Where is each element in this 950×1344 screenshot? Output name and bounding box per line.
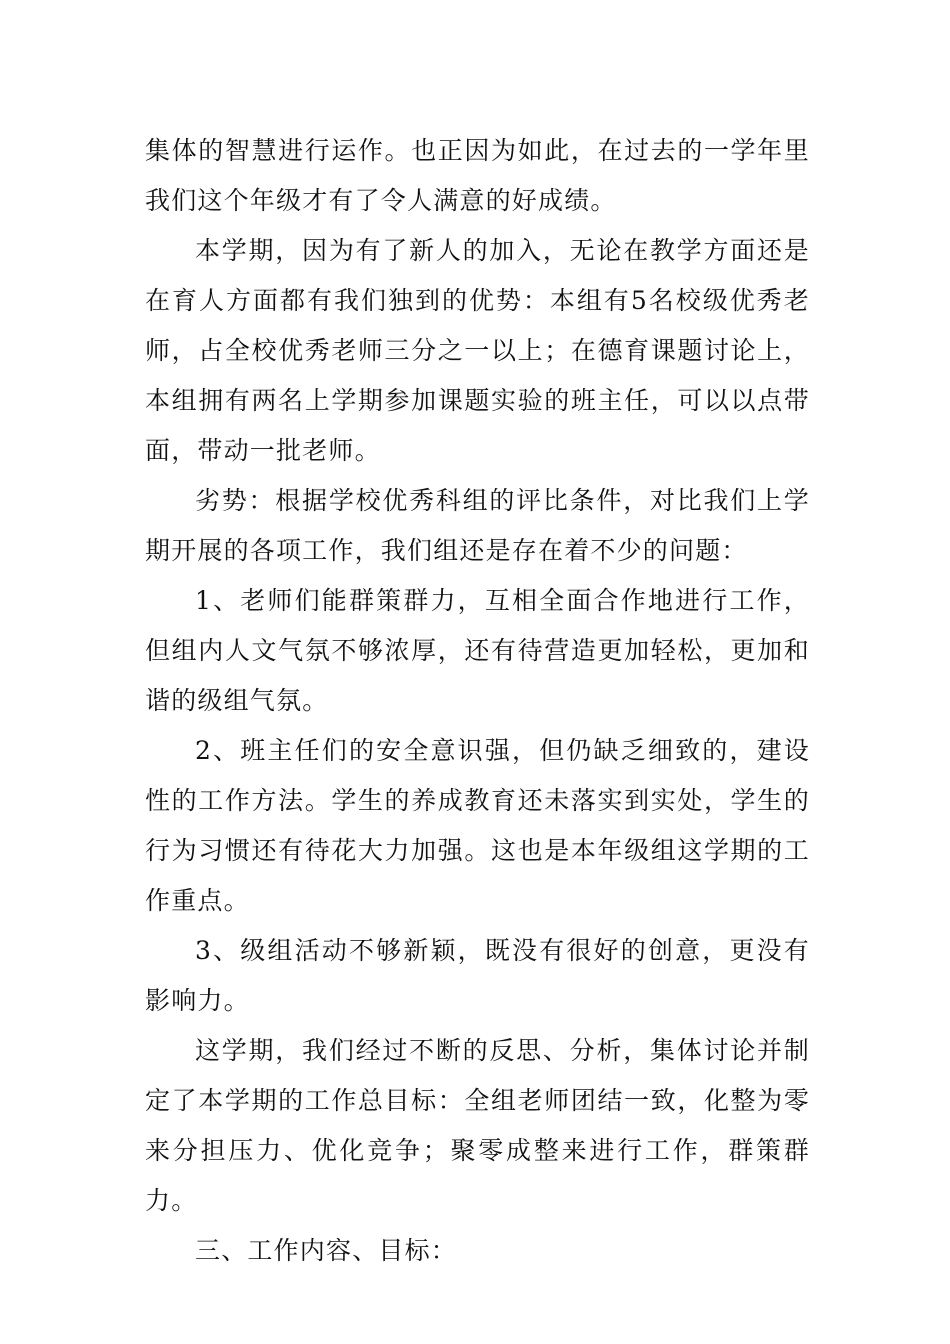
paragraph-4: 1、老师们能群策群力，互相全面合作地进行工作，但组内人文气氛不够浓厚，还有待营造更加轻松，更加和谐的级组气氛。 [145, 586, 810, 715]
paragraph-2: 本学期，因为有了新人的加入，无论在教学方面还是在育人方面都有我们独到的优势：本组有5名校级优秀老师，占全校优秀老师三分之一以上；在德育课题讨论上，本组拥有两名上学期参加课题实验的班主任，可以以点带面，带动一批老师。 [145, 236, 810, 465]
document-body [145, 126, 810, 1276]
paragraph-3: 劣势：根据学校优秀科组的评比条件，对比我们上学期开展的各项工作，我们组还是存在着不少的问题： [145, 486, 810, 565]
paragraph-1: 集体的智慧进行运作。也正因为如此，在过去的一学年里我们这个年级才有了令人满意的好成绩。 [145, 136, 810, 215]
section-heading: 三、工作内容、目标： [195, 1236, 458, 1265]
paragraph-7: 这学期，我们经过不断的反思、分析，集体讨论并制定了本学期的工作总目标：全组老师团结一致，化整为零来分担压力、优化竞争；聚零成整来进行工作，群策群力。 [145, 1036, 810, 1215]
paragraph-6: 3、级组活动不够新颖，既没有很好的创意，更没有影响力。 [145, 936, 810, 1015]
paragraph-5: 2、班主任们的安全意识强，但仍缺乏细致的，建设性的工作方法。学生的养成教育还未落实到实处，学生的行为习惯还有待花大力加强。这也是本年级组这学期的工作重点。 [145, 736, 810, 915]
